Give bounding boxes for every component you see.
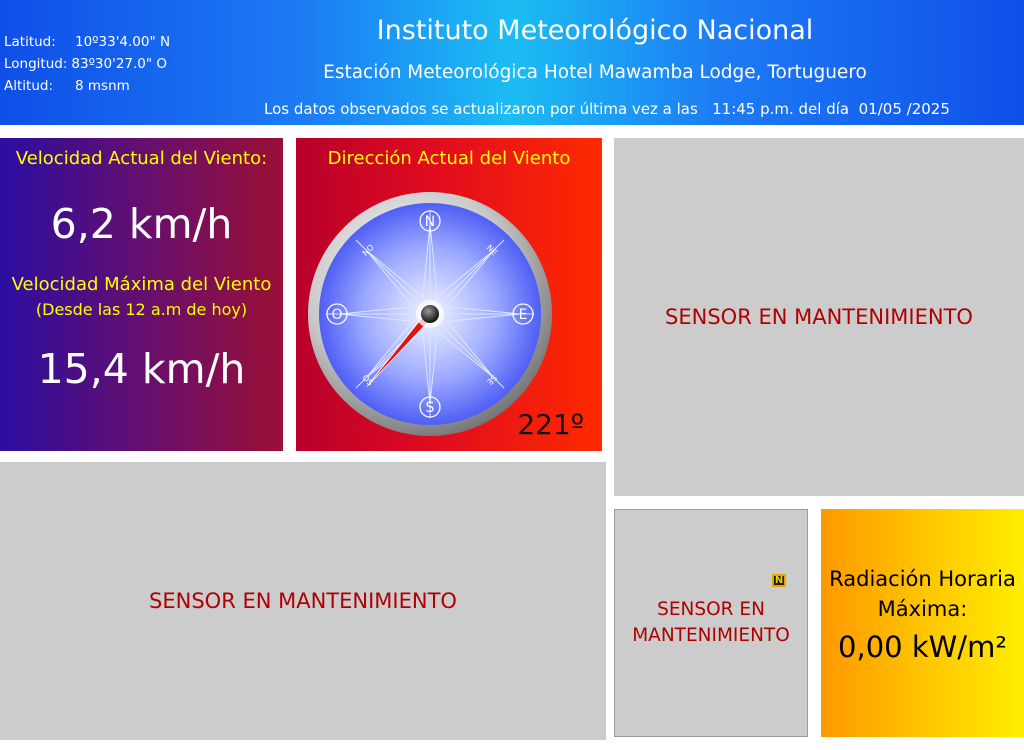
maintenance-text: SENSOR EN MANTENIMIENTO [665, 305, 973, 329]
compass-gauge [306, 190, 554, 438]
maintenance-panel-bottom-left [0, 462, 606, 740]
cardinal-no: NO [360, 242, 376, 258]
needle-hub [421, 305, 439, 323]
radiation-panel [821, 509, 1024, 737]
max-wind-value: 15,4 km/h [37, 345, 246, 393]
altitude-label: Altitud: [4, 78, 53, 94]
wind-direction-degrees: 221º [517, 408, 584, 441]
wind-speed-panel [0, 138, 283, 451]
maintenance-panel-top-right [614, 138, 1024, 496]
max-wind-label: Velocidad Máxima del Viento [11, 274, 272, 295]
altitude-value: 8 msnm [75, 78, 130, 94]
cardinal-e: E [518, 307, 528, 323]
maintenance-panel-bottom-middle [614, 509, 808, 737]
header-banner [0, 0, 1024, 125]
last-update-text: Los datos observados se actualizaron por última vez a las 11:45 p.m. del día 01/05 /2025 [264, 100, 950, 118]
n-badge-icon: N [772, 574, 786, 587]
maintenance-text: SENSOR EN MANTENIMIENTO [149, 589, 457, 613]
cardinal-n: N [424, 214, 436, 230]
cardinal-ne: NE [484, 243, 499, 258]
radiation-value: 0,00 kW/m² [838, 630, 1007, 664]
cardinal-so: SO [361, 372, 376, 387]
current-wind-value: 6,2 km/h [50, 200, 233, 248]
latitude-label: Latitud: [4, 34, 56, 50]
cardinal-s: S [425, 400, 435, 416]
latitude-value: 10º33'4.00" N [75, 34, 171, 50]
wind-direction-panel [296, 138, 602, 451]
radiation-label-line2: Máxima: [877, 597, 968, 621]
page-title: Instituto Meteorológico Nacional [376, 15, 814, 46]
wind-direction-label: Dirección Actual del Viento [327, 148, 571, 169]
radiation-label-line1: Radiación Horaria [829, 567, 1016, 591]
longitude-label: Longitud: [4, 56, 68, 72]
station-coordinates [4, 31, 170, 97]
cardinal-o: O [331, 307, 343, 323]
maintenance-text: SENSOR EN MANTENIMIENTO [632, 599, 790, 646]
station-name: Estación Meteorológica Hotel Mawamba Lodge, Tortuguero [323, 62, 867, 83]
current-wind-label: Velocidad Actual del Viento: [15, 148, 268, 169]
cardinal-se: SE [485, 373, 499, 387]
longitude-value: 83º30'27.0" O [71, 56, 168, 72]
max-wind-sublabel: (Desde las 12 a.m de hoy) [35, 300, 248, 319]
